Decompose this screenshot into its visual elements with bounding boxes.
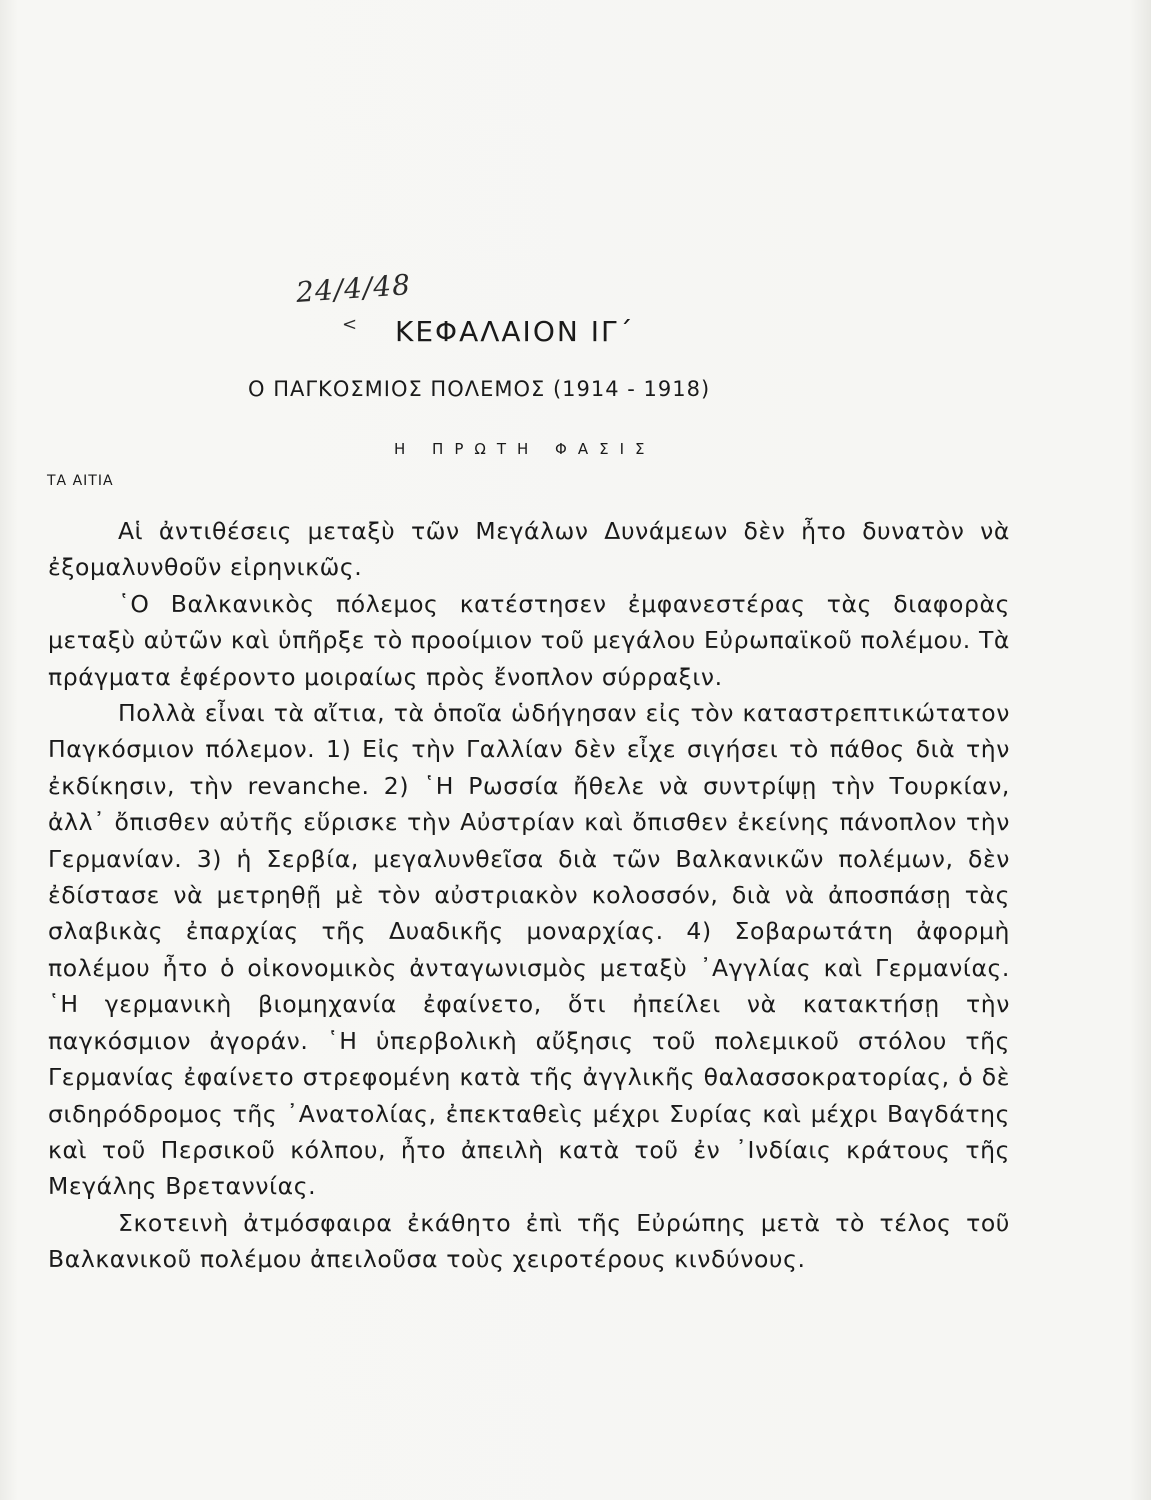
- handwritten-date-note: 24/4/48: [294, 268, 412, 309]
- body-text: [48, 513, 1010, 1278]
- chapter-subtitle: Ο ΠΑΓΚΟΣΜΙΟΣ ΠΟΛΕΜΟΣ (1914 - 1918): [248, 377, 711, 401]
- chapter-title: ΚΕΦΑΛΑΙΟΝ ΙΓ΄: [395, 315, 635, 348]
- side-heading: ΤΑ ΑΙΤΙΑ: [47, 473, 114, 489]
- paragraph: Αἱ ἀντιθέσεις μεταξὺ τῶν Μεγάλων Δυνάμεων δὲν ἦτο δυνατὸν νὰ ἐξομαλυνθοῦν εἰρηνικῶς.: [48, 517, 1010, 582]
- section-heading: Η ΠΡΩΤΗ ΦΑΣΙΣ: [394, 440, 656, 458]
- handwritten-mark: <: [342, 314, 358, 335]
- paragraph: Πολλὰ εἶναι τὰ αἴτια, τὰ ὁποῖα ὡδήγησαν εἰς τὸν καταστρεπτικώτατον Παγκόσμιον πόλεμον. 1) Εἰς τὴν Γαλλίαν δὲν εἶχε σιγήσει τὸ πάθος διὰ τὴν ἐκδίκησιν, τὴν revanche. 2) ῾Η Ρωσσία ἤθελε νὰ συντρίψῃ τὴν Τουρκίαν, ἀλλ᾿ ὄπισθεν αὐτῆς εὕρισκε τὴν Αὐστρίαν καὶ ὄπισθεν ἐκείνης πάνοπλον τὴν Γερμανίαν. 3) ἡ Σερβία, μεγαλυνθεῖσα διὰ τῶν Βαλκανικῶν πολέμων, δὲν ἐδίστασε νὰ μετρηθῇ μὲ τὸν αὐστριακὸν κολοσσόν, διὰ νὰ ἀποσπάσῃ τὰς σλαβικὰς ἐπαρχίας τῆς Δυαδικῆς μοναρχίας. 4) Σοβαρωτάτη ἀφορμὴ πολέμου ἦτο ὁ οἰκονομικὸς ἀνταγωνισμὸς μεταξὺ ᾿Αγγλίας καὶ Γερμανίας. ῾Η γερμανικὴ βιομηχανία ἐφαίνετο, ὅτι ἠπείλει νὰ κατακτήσῃ τὴν παγκόσμιον ἀγοράν. ῾Η ὑπερβολικὴ αὔξησις τοῦ πολεμικοῦ στόλου τῆς Γερμανίας ἐφαίνετο στρεφομένη κατὰ τῆς ἀγγλικῆς θαλασσοκρατορίας, ὁ δὲ σιδηρόδρομος τῆς ᾿Ανατολίας, ἐπεκταθεὶς μέχρι Συρίας καὶ μέχρι Βαγδάτης καὶ τοῦ Περσικοῦ κόλπου, ἦτο ἀπειλὴ κατὰ τοῦ ἐν ᾿Ινδίαις κράτους τῆς Μεγάλης Βρεταννίας.: [48, 699, 1010, 1201]
- paragraph: Σκοτεινὴ ἀτμόσφαιρα ἐκάθητο ἐπὶ τῆς Εὐρώπης μετὰ τὸ τέλος τοῦ Βαλκανικοῦ πολέμου ἀπειλοῦσα τοὺς χειροτέρους κινδύνους.: [48, 1208, 1010, 1274]
- paragraph: ῾Ο Βαλκανικὸς πόλεμος κατέστησεν ἐμφανεστέρας τὰς διαφορὰς μεταξὺ αὐτῶν καὶ ὑπῆρξε τὸ προοίμιον τοῦ μεγάλου Εὐρωπαϊκοῦ πολέμου. Τὰ πράγματα ἐφέροντο μοιραίως πρὸς ἔνοπλον σύρραξιν.: [48, 589, 1010, 691]
